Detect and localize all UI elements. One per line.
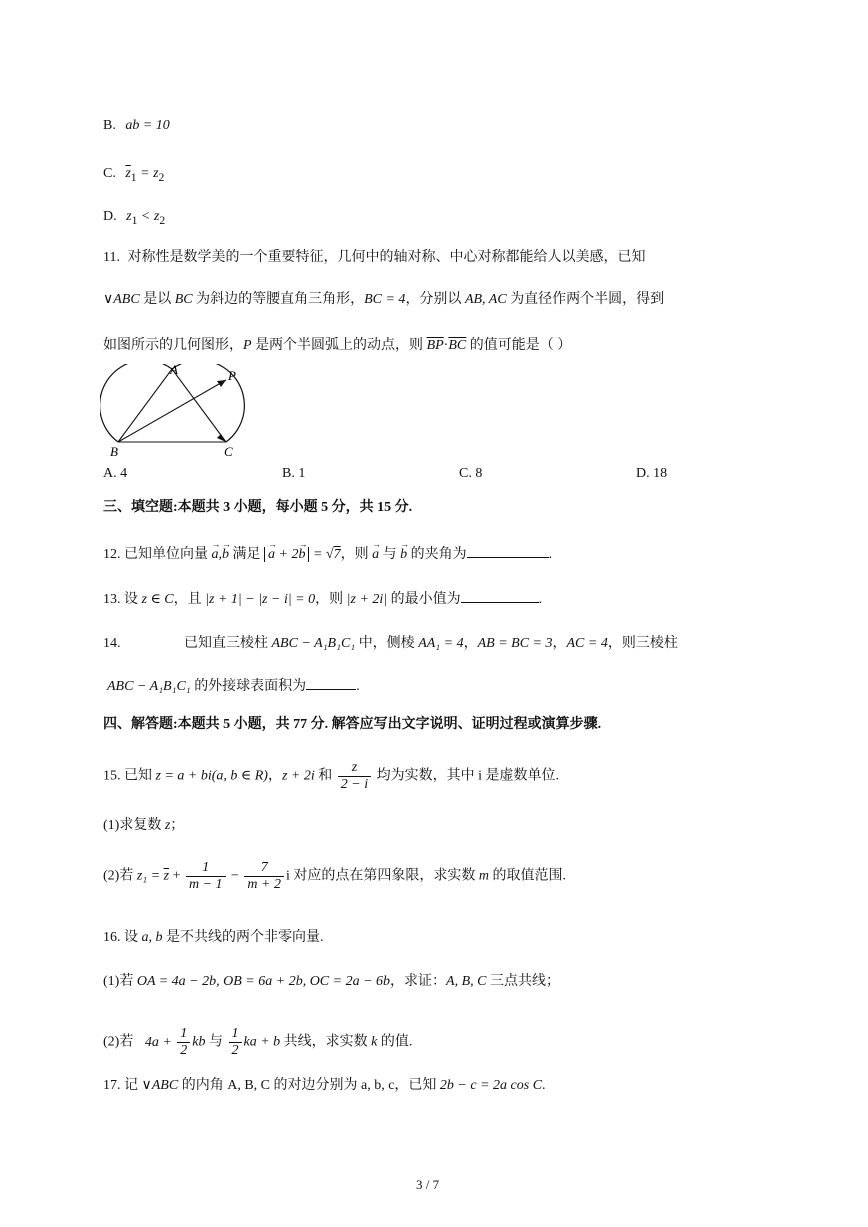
text: ， xyxy=(463,636,478,651)
text: 是以 xyxy=(139,292,175,307)
text: 满足 xyxy=(229,547,264,562)
text: 设 xyxy=(124,592,142,607)
text: 如图所示的几何图形， xyxy=(103,338,243,353)
page-number: 3 / 7 xyxy=(416,1177,440,1192)
math: ABC − A₁B₁C₁ xyxy=(271,636,356,651)
math: k xyxy=(371,1034,378,1050)
conjugate-z: $\overline{z}$ xyxy=(125,166,131,181)
text: (1)求复数 xyxy=(103,818,165,833)
math: i xyxy=(478,768,483,784)
text: 已知 xyxy=(124,768,156,784)
vectors-ab: → a,→ b xyxy=(212,547,230,562)
semicircle-ab xyxy=(100,364,172,442)
answer-blank[interactable] xyxy=(306,677,356,690)
math: |z + 1| − |z − i| = 0 xyxy=(205,592,316,607)
option-label: C. xyxy=(103,166,116,181)
option-label: D. xyxy=(103,209,117,224)
math: z + 2i xyxy=(281,768,315,784)
text: 是不共线的两个非零向量. xyxy=(162,930,324,945)
choice-b: B. 1 xyxy=(282,466,306,481)
subscript: 1 xyxy=(131,213,138,227)
text: . xyxy=(542,1078,546,1093)
text: 对应的点在第四象限，求实数 xyxy=(289,868,479,884)
vector-b: → b xyxy=(400,547,407,564)
option-expr: ab = 10 xyxy=(125,118,170,133)
math: 4a + xyxy=(144,1034,176,1050)
text: (2)若 xyxy=(103,1034,137,1050)
subscript: 1 xyxy=(130,170,137,184)
choice-a: A. 4 xyxy=(103,466,128,481)
text: ，则 xyxy=(340,547,373,562)
text: 的值. xyxy=(377,1034,413,1050)
math: z = a + bi(a, b ∈ R) xyxy=(155,768,268,784)
text: 与 xyxy=(379,547,401,562)
question-number: 14. xyxy=(103,636,121,651)
question-number: 17. xyxy=(103,1078,121,1093)
text: 与 xyxy=(205,1034,227,1050)
text: ， xyxy=(267,768,282,784)
math: z₁ = xyxy=(136,868,164,884)
text: 共线，求实数 xyxy=(280,1034,372,1050)
math: a, b xyxy=(141,930,163,945)
fraction-half xyxy=(177,1026,190,1059)
q11-line3 xyxy=(103,338,571,355)
text: ， xyxy=(552,636,567,651)
abs-expression: → a + 2→ b xyxy=(264,547,309,562)
q14-line1 xyxy=(103,636,678,653)
text: ，分别以 xyxy=(405,292,465,307)
q16-part1 xyxy=(103,974,560,991)
denominator: 2 − i xyxy=(340,777,369,792)
text: . xyxy=(356,679,360,694)
math: AC = 4 xyxy=(566,636,608,651)
q17 xyxy=(103,1078,546,1095)
answer-blank[interactable] xyxy=(461,590,539,603)
q11-line2 xyxy=(103,292,664,309)
arrowhead-c xyxy=(217,434,226,442)
operator: + xyxy=(169,868,184,884)
arrowhead-p xyxy=(217,380,226,387)
subscript: 2 xyxy=(159,213,166,227)
segment-ba xyxy=(118,369,172,442)
text: 和 xyxy=(314,768,336,784)
fraction-z-over xyxy=(338,760,371,793)
label-p: P xyxy=(228,368,236,383)
q11-figure xyxy=(100,364,250,458)
text: 已知单位向量 xyxy=(124,547,212,562)
denominator: 2 xyxy=(231,1043,239,1058)
text: 的夹角为 xyxy=(407,547,467,562)
text: . xyxy=(538,592,543,607)
segment-ac xyxy=(172,369,226,442)
math: i xyxy=(285,868,290,884)
text: 的最小值为 xyxy=(387,592,461,607)
option-b xyxy=(103,118,170,135)
question-text: 对称性是数学美的一个重要特征，几何中的轴对称、中心对称都能给人以美感，已知 xyxy=(127,250,646,265)
math: m xyxy=(478,868,489,884)
question-number: 13. xyxy=(103,592,121,607)
math: ka + b xyxy=(243,1034,281,1050)
option-expr: z xyxy=(126,209,132,224)
option-d xyxy=(103,209,165,228)
q15-stem xyxy=(103,760,559,793)
label-b: B xyxy=(110,444,118,458)
subscript: 2 xyxy=(158,170,165,184)
question-number: 12. xyxy=(103,547,121,562)
text: (1)若 xyxy=(103,974,137,989)
text: 设 xyxy=(124,930,142,945)
numerator: 7 xyxy=(244,860,284,877)
fraction-half xyxy=(229,1026,242,1059)
option-c xyxy=(103,166,164,185)
math: P xyxy=(243,338,252,353)
triangle-abc: ∨ABC xyxy=(141,1078,179,1093)
fraction-2 xyxy=(244,860,284,893)
denominator: 2 xyxy=(180,1043,188,1058)
text: ，且 xyxy=(173,592,206,607)
text: 为直径作两个半圆，得到 xyxy=(506,292,665,307)
q16-part2 xyxy=(103,1026,412,1059)
text: 的内角 A, B, C 的对边分别为 a, b, c，已知 xyxy=(178,1078,440,1093)
text: 是两个半圆弧上的动点，则 xyxy=(251,338,427,353)
text: 记 xyxy=(124,1078,142,1093)
denominator: m − 1 xyxy=(188,877,223,892)
q15-part1 xyxy=(103,818,184,835)
fraction-1 xyxy=(186,860,226,893)
text: ，则 xyxy=(315,592,347,607)
operator: − xyxy=(227,868,243,884)
question-number: 16. xyxy=(103,930,121,945)
math: kb xyxy=(192,1034,206,1050)
math: z ∈ C xyxy=(141,592,174,607)
math: AB, AC xyxy=(464,292,507,307)
math: AB = BC = 3 xyxy=(477,636,553,651)
math: A, B, C xyxy=(446,974,487,989)
triangle-abc: ∨ABC xyxy=(103,292,140,307)
text: . xyxy=(548,547,553,562)
option-expr: < z xyxy=(137,209,160,224)
numerator: z xyxy=(338,760,371,777)
text: 已知直三棱柱 xyxy=(184,636,272,651)
text: ，求证： xyxy=(390,974,447,989)
q16-stem xyxy=(103,930,324,947)
math: AA₁ = 4 xyxy=(418,636,464,651)
text: 均为实数，其中 xyxy=(373,768,479,784)
vector-bp: $\overline{BP}$ xyxy=(426,338,444,353)
dot-operator: · xyxy=(443,338,449,353)
label-a: A xyxy=(170,364,178,377)
vector-bc: $\overline{BC}$ xyxy=(448,338,467,353)
sqrt-seven: = √7 xyxy=(309,547,341,562)
choice-d: D. 18 xyxy=(636,466,668,481)
text: 的取值范围. xyxy=(489,868,566,884)
vector-bp-arrow xyxy=(118,380,226,442)
q15-part2 xyxy=(103,860,566,893)
label-c: C xyxy=(224,444,233,458)
q11-line1 xyxy=(103,250,645,267)
text: 是虚数单位. xyxy=(482,768,560,784)
question-number: 15. xyxy=(103,768,121,784)
vector-a: → a xyxy=(372,547,379,564)
question-number: 11. xyxy=(103,250,120,265)
option-label: B. xyxy=(103,118,116,133)
text: ； xyxy=(170,818,185,833)
math: z xyxy=(164,818,171,833)
conjugate-z: $\overline{z}$ xyxy=(163,868,170,884)
text: 中，侧棱 xyxy=(355,636,419,651)
math: BC = 4 xyxy=(364,292,406,307)
denominator: m + 2 xyxy=(247,877,281,892)
math: BC xyxy=(174,292,193,307)
math: ABC − A₁B₁C₁ xyxy=(107,679,191,694)
math: OA = 4a − 2b, OB = 6a + 2b, OC = 2a − 6b xyxy=(136,974,391,989)
section-fill-in: 三、填空题:本题共 3 小题，每小题 5 分，共 15 分. xyxy=(103,500,413,515)
numerator: 1 xyxy=(186,860,226,877)
math: 2b − c = 2a cos C xyxy=(439,1078,543,1093)
math: |z + 2i| xyxy=(346,592,388,607)
numerator: 1 xyxy=(177,1026,190,1043)
q13 xyxy=(103,590,542,609)
choice-c: C. 8 xyxy=(459,466,483,481)
numerator: 1 xyxy=(229,1026,242,1043)
answer-blank[interactable] xyxy=(467,545,549,558)
text: 的外接球表面积为 xyxy=(190,679,307,694)
option-expr: = z xyxy=(136,166,159,181)
section-solutions: 四、解答题:本题共 5 小题，共 77 分. 解答应写出文字说明、证明过程或演算步骤. xyxy=(103,717,602,732)
text: (2)若 xyxy=(103,868,137,884)
text: 为斜边的等腰直角三角形， xyxy=(192,292,365,307)
text: 三点共线； xyxy=(486,974,560,989)
q12 xyxy=(103,545,552,564)
text: ，则三棱柱 xyxy=(607,636,678,651)
q14-line2 xyxy=(107,677,360,696)
text: 的值可能是（ ） xyxy=(466,338,572,353)
